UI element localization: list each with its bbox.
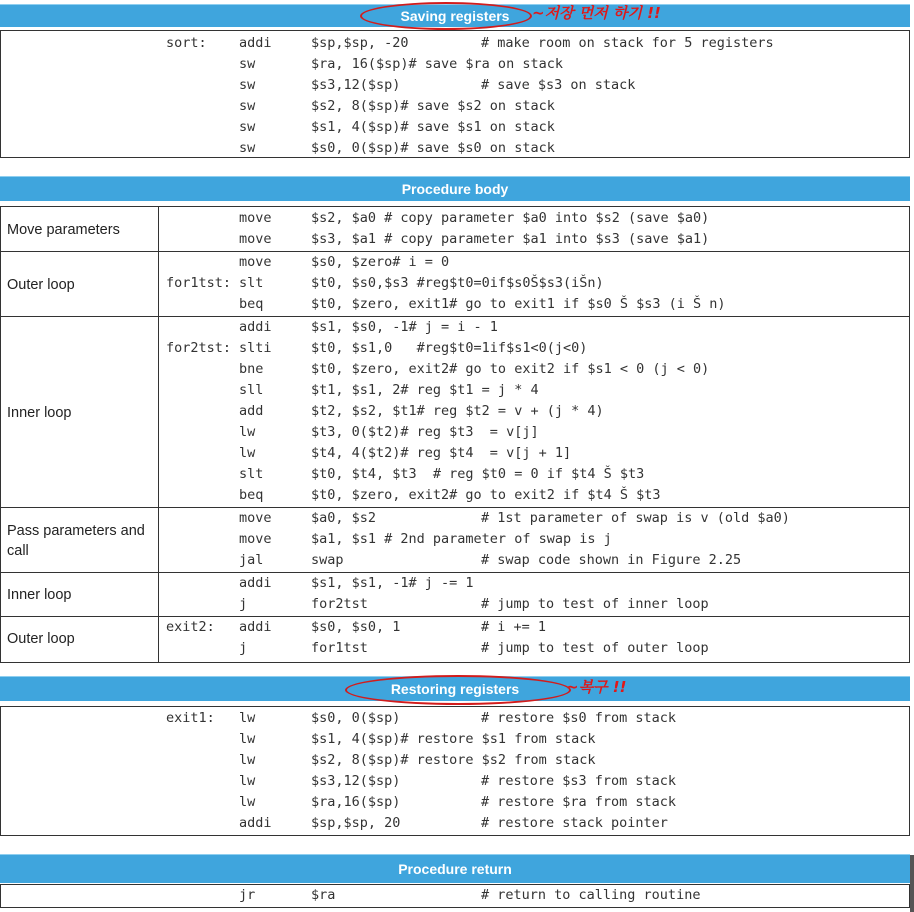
code-opcode: move	[239, 510, 272, 526]
code-opcode: lw	[239, 773, 256, 789]
code-operands: $s3,12($sp)	[311, 77, 401, 93]
code-operands: $t0, $zero, exit1# go to exit1 if $s0 Š $s3 (i Š n)	[311, 296, 726, 312]
code-operands: $a0, $s2	[311, 510, 377, 526]
code-opcode: sll	[239, 382, 264, 398]
code-operands: $ra, 16($sp)# save $ra on stack	[311, 56, 563, 72]
code-opcode: j	[239, 640, 248, 656]
code-opcode: jr	[239, 887, 256, 903]
code-opcode: sw	[239, 119, 256, 135]
code-opcode: move	[239, 231, 272, 247]
code-opcode: slti	[239, 340, 272, 356]
section-title-return: Procedure return	[398, 861, 512, 877]
section-title-restoring: Restoring registers	[390, 681, 520, 697]
code-opcode: bne	[239, 361, 264, 377]
group-description: Inner loop	[7, 404, 72, 421]
code-opcode: beq	[239, 296, 264, 312]
code-opcode: slt	[239, 466, 264, 482]
handwritten-note-restoring: ~복구 !!	[566, 678, 627, 696]
handwritten-circle-restoring	[345, 675, 571, 705]
code-operands: $t0, $s0,$s3 #reg$t0=0if$s0Š$s3(iŠn)	[311, 275, 604, 291]
code-opcode: sw	[239, 98, 256, 114]
code-operands: $t0, $t4, $t3 # reg $t0 = 0 if $t4 Š $t3	[311, 466, 645, 482]
code-comment: # i += 1	[481, 619, 547, 635]
code-operands: $t4, 4($t2)# reg $t4 = v[j + 1]	[311, 445, 572, 461]
code-label: for1tst:	[166, 275, 232, 291]
code-opcode: jal	[239, 552, 264, 568]
code-comment: # save $s3 on stack	[481, 77, 636, 93]
code-opcode: addi	[239, 35, 272, 51]
procedure-return-box	[0, 884, 910, 908]
code-opcode: lw	[239, 424, 256, 440]
code-opcode: beq	[239, 487, 264, 503]
code-opcode: lw	[239, 794, 256, 810]
code-opcode: add	[239, 403, 264, 419]
code-opcode: lw	[239, 445, 256, 461]
code-operands: $ra	[311, 887, 336, 903]
code-opcode: addi	[239, 815, 272, 831]
section-title-body: Procedure body	[401, 181, 509, 197]
code-opcode: move	[239, 254, 272, 270]
code-operands: $sp,$sp, 20	[311, 815, 401, 831]
code-operands: $t1, $s1, 2# reg $t1 = j * 4	[311, 382, 539, 398]
code-comment: # swap code shown in Figure 2.25	[481, 552, 742, 568]
code-operands: $s1, $s1, -1# j -= 1	[311, 575, 474, 591]
code-operands: $t0, $zero, exit2# go to exit2 if $t4 Š $t3	[311, 487, 661, 503]
code-operands: $s2, $a0 # copy parameter $a0 into $s2 (save $a0)	[311, 210, 710, 226]
code-opcode: move	[239, 531, 272, 547]
group-description: Pass parameters and call	[7, 522, 145, 559]
code-label: for2tst:	[166, 340, 232, 356]
code-comment: # restore stack pointer	[481, 815, 668, 831]
column-divider	[158, 207, 159, 662]
scrollbar[interactable]	[910, 855, 914, 912]
code-operands: $s3, $a1 # copy parameter $a1 into $s3 (save $a1)	[311, 231, 710, 247]
code-label: sort:	[166, 35, 207, 51]
code-opcode: sw	[239, 56, 256, 72]
code-comment: # restore $s0 from stack	[481, 710, 677, 726]
code-opcode: j	[239, 596, 248, 612]
code-label: exit2:	[166, 619, 215, 635]
code-opcode: addi	[239, 619, 272, 635]
code-operands: $s2, 8($sp)# restore $s2 from stack	[311, 752, 596, 768]
code-comment: # restore $s3 from stack	[481, 773, 677, 789]
group-description: Move parameters	[7, 222, 120, 238]
code-opcode: move	[239, 210, 272, 226]
code-operands: $t3, 0($t2)# reg $t3 = v[j]	[311, 424, 539, 440]
group-description: Inner loop	[7, 587, 72, 603]
code-comment: # 1st parameter of swap is v (old $a0)	[481, 510, 790, 526]
handwritten-circle-saving	[360, 2, 532, 30]
code-opcode: sw	[239, 140, 256, 156]
code-operands: $s2, 8($sp)# save $s2 on stack	[311, 98, 555, 114]
code-operands: $t0, $s1,0 #reg$t0=1if$s1<0(j<0)	[311, 340, 588, 356]
handwritten-note-saving: ~저장 먼저 하기 !!	[532, 4, 661, 22]
code-operands: for1tst	[311, 640, 368, 656]
code-operands: $s0, 0($sp)# save $s0 on stack	[311, 140, 555, 156]
code-operands: $s1, $s0, -1# j = i - 1	[311, 319, 498, 335]
code-opcode: lw	[239, 731, 256, 747]
code-operands: $t2, $s2, $t1# reg $t2 = v + (j * 4)	[311, 403, 604, 419]
code-comment: # make room on stack for 5 registers	[481, 35, 774, 51]
code-operands: $s0, 0($sp)	[311, 710, 401, 726]
group-divider	[1, 616, 909, 617]
code-operands: $a1, $s1 # 2nd parameter of swap is j	[311, 531, 612, 547]
code-comment: # return to calling routine	[481, 887, 701, 903]
code-operands: swap	[311, 552, 344, 568]
code-operands: $ra,16($sp)	[311, 794, 401, 810]
group-description: Outer loop	[7, 631, 75, 647]
code-operands: $s0, $zero# i = 0	[311, 254, 450, 270]
code-comment: # jump to test of outer loop	[481, 640, 709, 656]
code-opcode: addi	[239, 319, 272, 335]
code-opcode: lw	[239, 752, 256, 768]
code-opcode: sw	[239, 77, 256, 93]
code-opcode: slt	[239, 275, 264, 291]
section-header-body	[0, 176, 910, 201]
section-header-return	[0, 854, 910, 883]
procedure-body-box	[0, 206, 910, 663]
group-divider	[1, 251, 909, 252]
code-operands: $sp,$sp, -20	[311, 35, 409, 51]
code-comment: # jump to test of inner loop	[481, 596, 709, 612]
code-operands: for2tst	[311, 596, 368, 612]
code-operands: $s1, 4($sp)# restore $s1 from stack	[311, 731, 596, 747]
restoring-registers-box	[0, 706, 910, 836]
code-operands: $s3,12($sp)	[311, 773, 401, 789]
code-opcode: addi	[239, 575, 272, 591]
saving-registers-box	[0, 30, 910, 158]
section-title-saving: Saving registers	[400, 8, 510, 24]
code-operands: $t0, $zero, exit2# go to exit2 if $s1 < 0 (j < 0)	[311, 361, 710, 377]
group-description: Outer loop	[7, 276, 75, 293]
code-label: exit1:	[166, 710, 215, 726]
code-opcode: lw	[239, 710, 256, 726]
code-comment: # restore $ra from stack	[481, 794, 677, 810]
code-operands: $s0, $s0, 1	[311, 619, 401, 635]
code-operands: $s1, 4($sp)# save $s1 on stack	[311, 119, 555, 135]
